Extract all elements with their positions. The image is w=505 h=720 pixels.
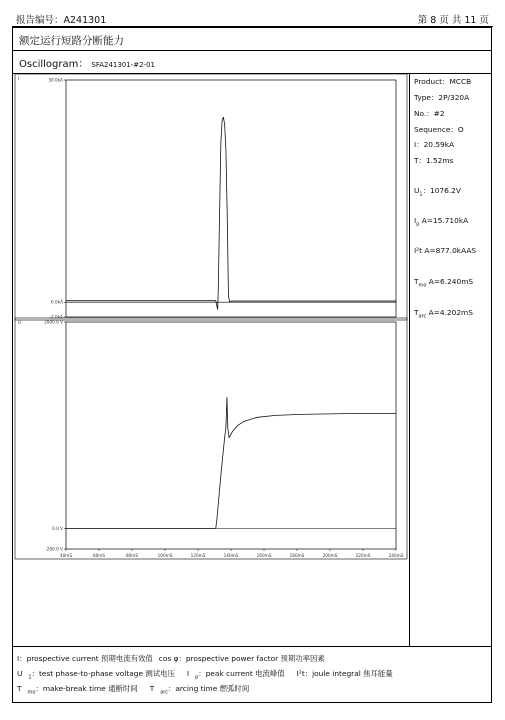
current-panel-frame [15,74,407,320]
xtick-label: 40mS [59,553,73,558]
info-product: Product：MCCB [414,77,472,86]
current-trace [66,117,396,310]
legend-ip-text: ：peak current 电流峰值 [198,669,285,678]
xtick-label: 80mS [125,553,139,558]
u1-symbol: U [414,186,420,195]
current-channel-label: I [18,76,20,81]
legend-u1-symbol: U [17,669,23,678]
info-type: Type：2P/320A [414,93,470,102]
voltage-ytick-label: 0.0 V [52,525,63,531]
xtick-label: 100mS [157,553,173,558]
info-sequence: Sequence：O [414,125,464,134]
xtick-label: 240mS [388,553,404,558]
report-frame [12,27,492,703]
ip-value: A=15.710kA [419,216,469,225]
current-plot-area [66,80,396,317]
tmo-subscript: mo [418,282,427,289]
voltage-panel-frame [15,318,407,559]
legend-tarc-subscript: arc [160,689,168,696]
info-i2t: I²t A=877.0kAAS [414,246,477,255]
section-title: 额定运行短路分断能力 [19,35,124,47]
tmo-value: A=6.240mS [426,277,474,286]
legend-tarc-symbol: T [149,684,155,693]
legend-tmo-subscript: mo [27,689,36,696]
legend-tarc-text: ：arcing time 燃弧时间 [167,684,250,693]
voltage-trace [66,397,396,528]
xtick-label: 180mS [289,553,305,558]
ip-subscript: p [416,221,420,228]
current-ytick-label: 30.0kA [48,77,63,83]
report-number: 报告编号：A241301 [16,15,107,26]
xtick-label: 200mS [322,553,338,558]
tarc-value: A=4.202mS [426,308,473,317]
info-prospective-current: I：20.59kA [414,140,455,149]
xtick-label: 140mS [223,553,239,558]
legend-ip-symbol: I [186,669,190,678]
tmo-symbol: T [414,277,419,286]
page-info: 第 8 页 共 11 页 [417,15,489,26]
legend-prospective-current: I：prospective current 预期电流有效值 [17,654,153,663]
legend-u1-subscript: 1 [28,674,32,681]
info-no: No.：#2 [414,109,445,118]
info-time: T：1.52ms [414,156,454,165]
current-ytick-label: -2.0kA [49,314,63,320]
legend-tmo-text: ：make-break time 通断时间 [35,684,138,693]
xtick-label: 120mS [190,553,206,558]
legend-u1-text: ：test phase-to-phase voltage 测试电压 [31,669,175,678]
oscillogram-label: Oscillogram： [19,59,89,70]
voltage-channel-label: U [18,320,22,325]
u1-value: ：1076.2V [422,186,461,195]
xtick-label: 160mS [256,553,272,558]
xtick-label: 220mS [355,553,371,558]
xtick-label: 60mS [92,553,106,558]
legend-ip-subscript: p [195,674,199,681]
voltage-ytick-label: 2000.0 V [44,319,63,325]
voltage-plot-area [66,322,396,549]
legend-power-factor: cos φ：prospective power factor 预期功率因素 [158,654,325,663]
voltage-ytick-label: -200.0 V [45,546,63,552]
ip-symbol: I [414,216,417,225]
legend-i2t: I²t：joule integral 焦耳能量 [296,669,393,678]
u1-subscript: 1 [419,191,423,198]
legend-tmo-symbol: T [17,684,22,693]
current-ytick-label: 0.0kA [51,299,63,305]
oscillogram-id: SFA241301-#2-01 [91,61,155,69]
tarc-symbol: T [414,308,419,317]
tarc-subscript: arc [418,313,427,320]
oscillogram-chart [13,28,491,702]
